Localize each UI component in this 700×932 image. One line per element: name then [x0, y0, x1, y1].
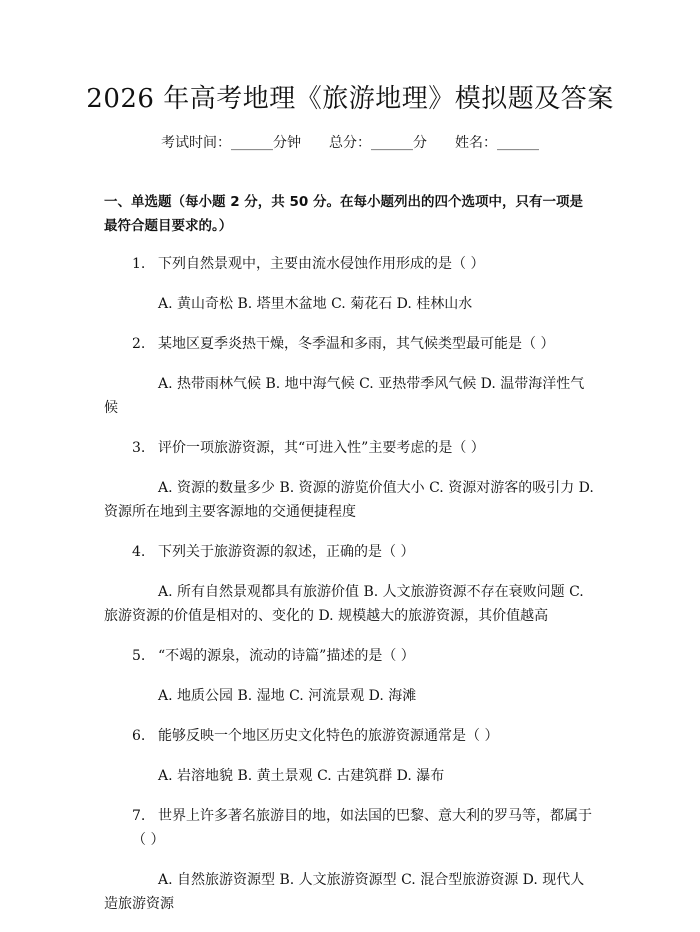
question-options: A. 自然旅游资源型 B. 人文旅游资源型 C. 混合型旅游资源 D. 现代人造旅游资源	[104, 872, 585, 912]
question-item	[104, 332, 596, 420]
question-number: 3.	[132, 440, 146, 456]
section-heading: 一、单选题（每小题 2 分，共 50 分。在每小题列出的四个选项中，只有一项是最符合题目要求的。）	[104, 194, 583, 234]
question-item	[104, 644, 596, 708]
question-number: 4.	[132, 544, 146, 560]
question-options: A. 地质公园 B. 湿地 C. 河流景观 D. 海滩	[158, 688, 417, 704]
question-options: A. 热带雨林气候 B. 地中海气候 C. 亚热带季风气候 D. 温带海洋性气候	[104, 376, 585, 416]
question-options: A. 资源的数量多少 B. 资源的游览价值大小 C. 资源对游客的吸引力 D. 资源所在地到主要客源地的交通便捷程度	[104, 480, 594, 520]
question-item	[104, 252, 596, 316]
question-options: A. 黄山奇松 B. 塔里木盆地 C. 菊花石 D. 桂林山水	[158, 296, 473, 312]
page-title: 2026 年高考地理《旅游地理》模拟题及答案	[86, 84, 614, 114]
question-number: 1.	[132, 256, 146, 272]
question-text: 下列自然景观中，主要由流水侵蚀作用形成的是（ ）	[158, 256, 485, 272]
question-number: 6.	[132, 728, 146, 744]
question-number: 7.	[132, 808, 146, 824]
question-stem	[104, 332, 596, 356]
question-item	[104, 724, 596, 788]
question-stem	[104, 804, 596, 852]
question-stem	[104, 644, 596, 668]
question-options: A. 所有自然景观都具有旅游价值 B. 人文旅游资源不存在衰败问题 C. 旅游资源的价值是相对的、变化的 D. 规模越大的旅游资源，其价值越高	[104, 584, 584, 624]
exam-content	[104, 190, 596, 932]
question-stem	[104, 252, 596, 276]
question-text: 能够反映一个地区历史文化特色的旅游资源通常是（ ）	[158, 728, 499, 744]
question-text: 世界上许多著名旅游目的地，如法国的巴黎、意大利的罗马等，都属于（ ）	[132, 808, 592, 848]
question-text: 评价一项旅游资源，其“可进入性”主要考虑的是（ ）	[158, 440, 485, 456]
question-number: 2.	[132, 336, 146, 352]
total-score-label: 总分：______分	[329, 135, 427, 151]
question-number: 5.	[132, 648, 146, 664]
question-text: “不竭的源泉，流动的诗篇”描述的是（ ）	[158, 648, 415, 664]
question-stem	[104, 540, 596, 564]
question-stem	[104, 436, 596, 460]
question-item	[104, 804, 596, 916]
question-stem	[104, 724, 596, 748]
question-options: A. 岩溶地貌 B. 黄土景观 C. 古建筑群 D. 瀑布	[158, 768, 445, 784]
question-item	[104, 436, 596, 524]
question-text: 某地区夏季炎热干燥，冬季温和多雨，其气候类型最可能是（ ）	[158, 336, 555, 352]
student-name-label: 姓名：______	[455, 135, 539, 151]
question-item	[104, 540, 596, 628]
question-text: 下列关于旅游资源的叙述，正确的是（ ）	[158, 544, 415, 560]
exam-time-label: 考试时间：______分钟	[161, 135, 301, 151]
exam-meta	[0, 132, 700, 152]
